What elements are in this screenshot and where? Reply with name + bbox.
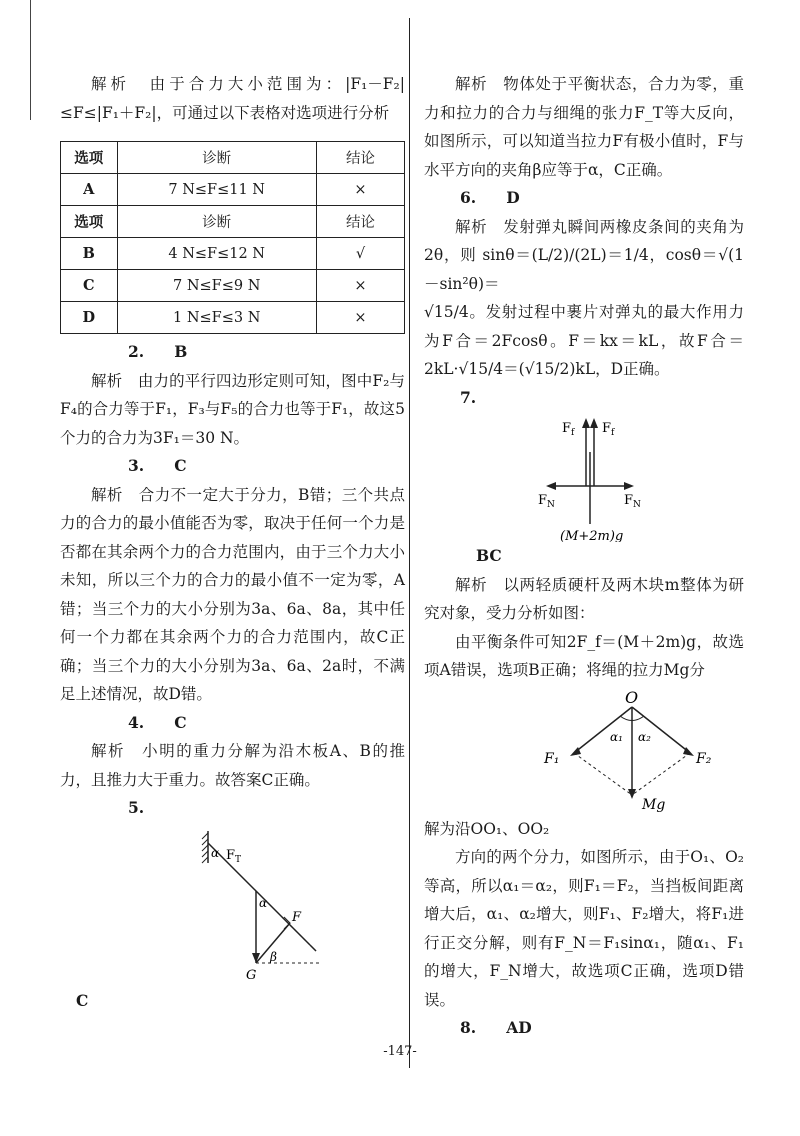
normal-right-arrow — [624, 482, 634, 490]
q7-analysis-part1: 解析 以两轻质硬杆及两木块m整体为研究对象，受力分析如图： — [424, 575, 744, 622]
q6-analysis-part1: 解析 发射弹丸瞬间两橡皮条间的夹角为2θ，则 sinθ＝(L/2)/(2L)＝1/4，cosθ＝√(1－sin²θ)＝ — [424, 217, 744, 293]
g-label: G — [246, 967, 257, 983]
q7-analysis-part2: 由平衡条件可知2F_f＝(M＋2m)g，故选项A错误，选项B正确；将绳的拉力Mg分 — [424, 632, 744, 679]
table-cell: 诊断 — [117, 142, 316, 174]
f-label: F — [292, 909, 302, 925]
alpha1-label: α₁ — [610, 729, 623, 744]
binding-margin-line — [30, 0, 31, 120]
table-cell: 7 N≤F≤9 N — [117, 270, 316, 302]
q5-answer: C — [76, 990, 89, 1010]
table-cell: × — [316, 270, 404, 302]
option-analysis-table — [60, 141, 405, 334]
ff-label-left: $F_f$ — [562, 421, 575, 438]
q5-force-diagram — [60, 823, 405, 983]
q7-force-diagram — [424, 412, 744, 542]
q2-analysis: 解析 由力的平行四边形定则可知，图中F₂与F₄的合力等于F₁，F₃与F₅的合力也等于F₁，故这5个力的合力为3F₁＝30 N。 — [60, 371, 405, 447]
table-cell: C — [61, 270, 118, 302]
q3-answer: 3. C — [128, 456, 187, 475]
q7-analysis-part4: 方向的两个分力，如图所示，由于O₁、O₂等高，所以α₁＝α₂，则F₁＝F₂，当挡板间距离增大后，α₁、α₂增大，则F₁、F₂增大，将F₁进行正交分解，则有F_N＝F₁sinα₁，随α₁、F₁的增大，F_N增大，故选项C正确，选项D错误。 — [424, 848, 744, 1009]
table-cell: D — [61, 302, 118, 334]
table-cell: √ — [316, 238, 404, 270]
table-cell: B — [61, 238, 118, 270]
table-cell: 诊断 — [117, 206, 316, 238]
friction-left-arrow — [582, 418, 590, 428]
mg-label: Mg — [642, 796, 666, 813]
q5-number: 5. — [128, 798, 145, 817]
q7-analysis-part3: 解为沿OO₁、OO₂ — [424, 819, 550, 838]
gravity-arrowhead — [252, 953, 260, 963]
q4-answer: 4. C — [128, 712, 187, 732]
right-column — [424, 70, 744, 1043]
table-cell: 选项 — [61, 142, 118, 174]
page-number: -147- — [383, 1044, 417, 1059]
table-row — [61, 206, 405, 238]
table-cell: × — [316, 174, 404, 206]
q2-answer: 2. B — [128, 342, 188, 361]
dashed-right — [632, 753, 690, 795]
table-cell: 7 N≤F≤11 N — [117, 174, 316, 206]
f1-label: F₁ — [544, 750, 560, 767]
fn-label-right: $F_N$ — [624, 493, 641, 510]
table-cell: × — [316, 302, 404, 334]
mg-arrowhead — [628, 789, 636, 799]
q3-analysis: 解析 合力不一定大于分力，B错；三个共点力的合力的最小值能否为零，取决于任何一个力是否都在其余两个力的合力范围内，由于三个力大小未知，所以三个力的合力的最小值不一定为零，A错；当三个力的大小分别为3a、6a、8a，其中任何一个力都在其余两个力的合力范围内，故C正确；当三个力的大小分别为3a、6a、2a时，不满足上述情况，故D错。 — [60, 485, 405, 703]
q7-number: 7. — [460, 387, 477, 407]
q7-answer: BC — [476, 546, 502, 565]
table-row — [61, 174, 405, 206]
table-cell: 选项 — [61, 206, 118, 238]
weight-label: (M+2m)g — [560, 529, 624, 542]
beta-label: β — [270, 949, 277, 964]
q6-answer: 6. D — [460, 188, 520, 207]
table-row — [61, 270, 405, 302]
ff-label-right: $F_f$ — [602, 421, 615, 438]
table-row — [61, 302, 405, 334]
ft-label: $F_T$ — [226, 847, 242, 865]
column-divider — [409, 18, 410, 1068]
q6-analysis-part2: √15/4。发射过程中裹片对弹丸的最大作用力为F合＝2Fcosθ。F＝kx＝kL，故F合＝2kL·√15/4＝(√15/2)kL，D正确。 — [424, 303, 744, 378]
o-label: O — [625, 687, 639, 707]
table-cell: 结论 — [316, 142, 404, 174]
f1-line — [574, 707, 632, 753]
f2-label: F₂ — [696, 750, 712, 767]
table-cell: A — [61, 174, 118, 206]
friction-right-arrow — [590, 418, 598, 428]
rope-line — [208, 843, 310, 945]
normal-left-arrow — [546, 482, 556, 490]
table-row — [61, 142, 405, 174]
table-cell: 1 N≤F≤3 N — [117, 302, 316, 334]
alpha-label-top: α — [211, 845, 220, 860]
q1-analysis: 解析 由于合力大小范围为：|F₁－F₂|≤F≤|F₁＋F₂|，可通过以下表格对选项进行分析 — [60, 75, 405, 122]
wall-hatching — [202, 833, 208, 863]
q7-decomposition-diagram — [424, 685, 744, 815]
alpha2-label: α₂ — [638, 729, 651, 744]
fn-label-left: $F_N$ — [538, 493, 555, 510]
table-cell: 结论 — [316, 206, 404, 238]
q8-answer: 8. AD — [460, 1018, 532, 1037]
table-cell: 4 N≤F≤12 N — [117, 238, 316, 270]
left-column — [60, 70, 405, 1015]
alpha-label-mid: α — [259, 895, 268, 910]
dashed-left — [574, 753, 632, 795]
q4-analysis: 解析 小明的重力分解为沿木板A、B的推力，且推力大于重力。故答案C正确。 — [60, 742, 405, 789]
q5-analysis: 解析 物体处于平衡状态，合力为零，重力和拉力的合力与细绳的张力F_T等大反向，如图所示，可以知道当拉力F有极小值时，F与水平方向的夹角β应等于α，C正确。 — [424, 75, 744, 179]
table-row — [61, 238, 405, 270]
